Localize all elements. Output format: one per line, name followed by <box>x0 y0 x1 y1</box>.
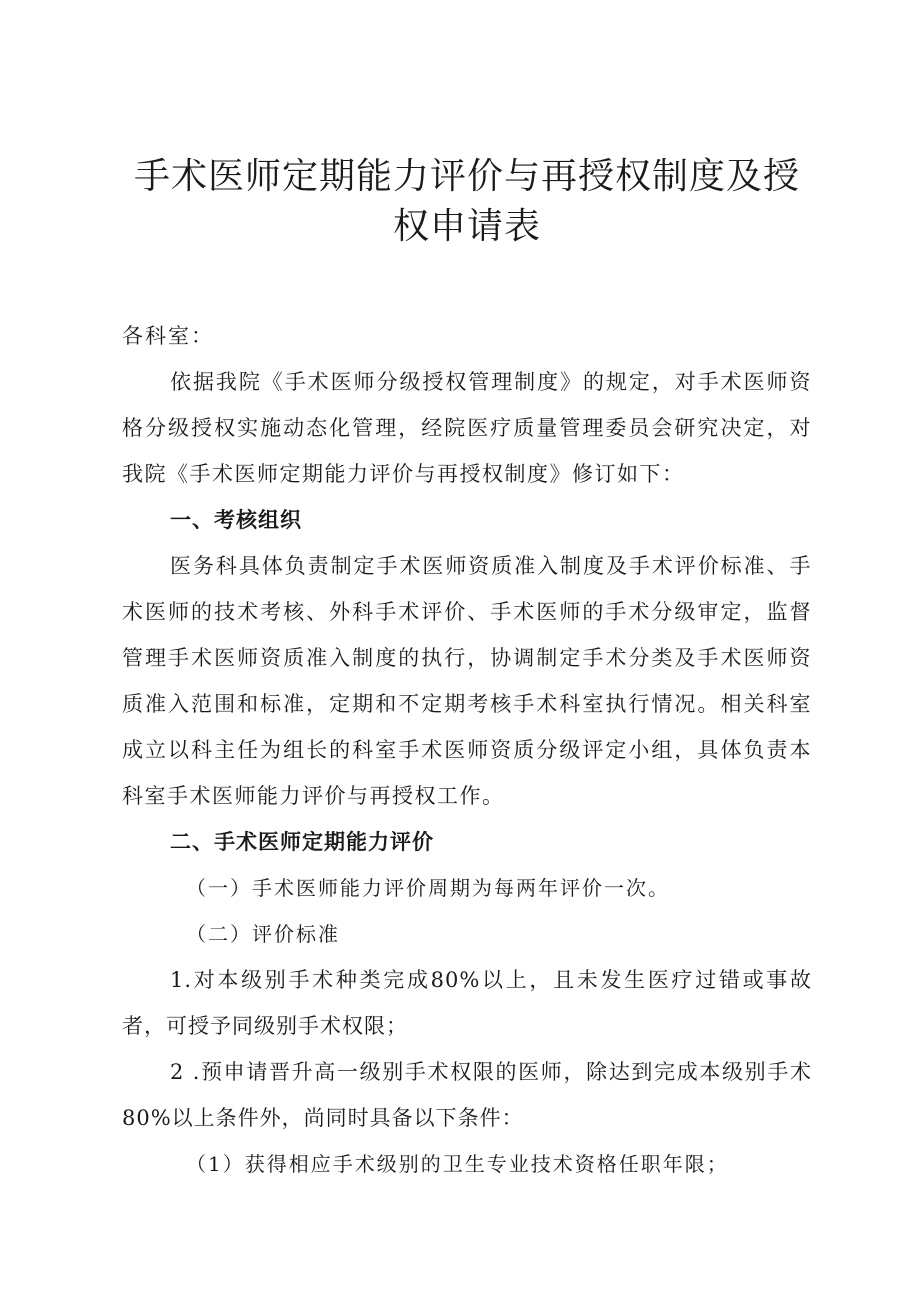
subsection-evaluation-criteria: （二）评价标准 <box>186 922 340 946</box>
criteria-item-2: 2 .预申请晋升高一级别手术权限的医师，除达到完成本级别手术 80%以上条件外，尚同时具备以下条件： <box>122 1060 812 1130</box>
section-body-organization: 医务科具体负责制定手术医师资质准入制度及手术评价标准、手术医师的技术考核、外科手术评价、手术医师的手术分级审定，监督管理手术医师资质准入制度的执行，协调制定手术分类及手术医师资质准入范围和标准，定期和不定期考核手术科室执行情况。相关科室成立以科主任为组长的科室手术医师资质分级评定小组，具体负责本科室手术医师能力评价与再授权工作。 <box>122 554 812 808</box>
subsection-evaluation-cycle: （一）手术医师能力评价周期为每两年评价一次。 <box>186 876 670 900</box>
intro-paragraph: 依据我院《手术医师分级授权管理制度》的规定，对手术医师资格分级授权实施动态化管理，经院医疗质量管理委员会研究决定，对我院《手术医师定期能力评价与再授权制度》修订如下： <box>122 370 812 486</box>
section-heading-organization: 一、考核组织 <box>170 508 302 532</box>
document-title: 手术医师定期能力评价与再授权制度及授权申请表 <box>133 156 800 247</box>
salutation: 各科室： <box>122 324 214 348</box>
section-heading-evaluation: 二、手术医师定期能力评价 <box>170 830 434 854</box>
criteria-condition-1: （1）获得相应手术级别的卫生专业技术资格任职年限； <box>186 1152 729 1176</box>
document-page <box>122 152 812 1187</box>
criteria-item-1: 1.对本级别手术种类完成80%以上，且未发生医疗过错或事故者，可授予同级别手术权限； <box>122 968 812 1038</box>
